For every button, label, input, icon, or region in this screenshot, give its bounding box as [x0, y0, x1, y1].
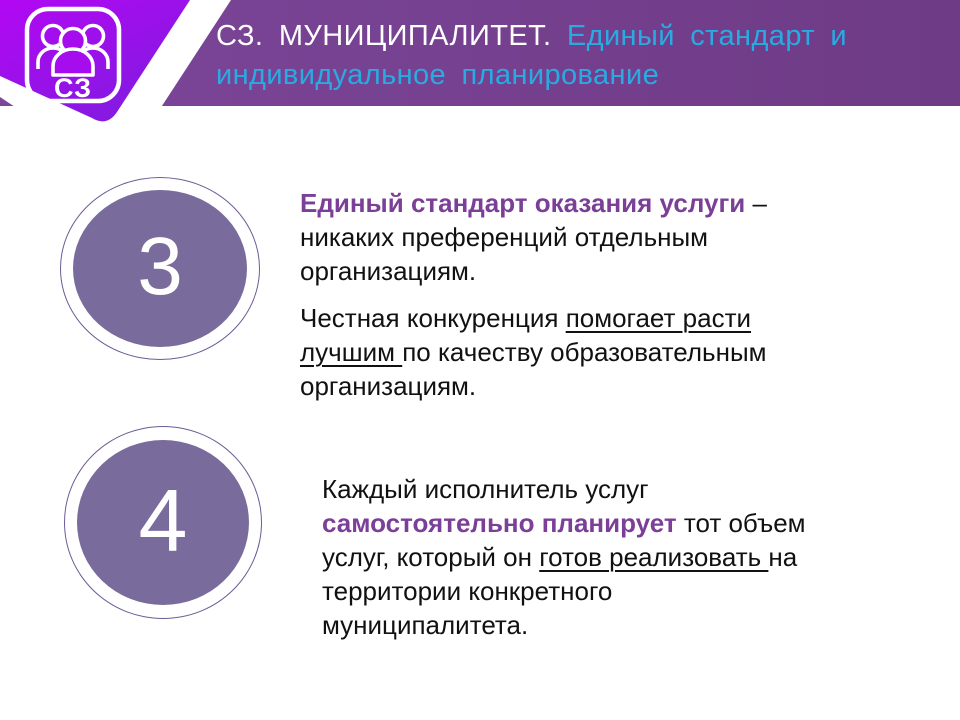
text-segment: территории конкретного [322, 576, 613, 606]
text-segment: по качеству образовательным [402, 337, 767, 367]
text-segment: муниципалитета. [322, 610, 529, 640]
item-3-paragraph-2 [300, 301, 812, 403]
text-segment: самостоятельно планирует [322, 508, 677, 538]
text-segment: организациям. [300, 256, 477, 286]
text-segment: помогает расти [565, 303, 752, 333]
text-segment: Единый стандарт и [566, 20, 847, 52]
text-segment: – [745, 188, 767, 218]
text-segment: организациям. [300, 371, 477, 401]
text-segment: Каждый исполнитель услуг [322, 474, 649, 504]
text-segment: тот объем [676, 508, 806, 538]
text-segment: на [768, 542, 798, 572]
number-circle-4-fill [77, 440, 249, 605]
text-segment: СЗ. МУНИЦИПАЛИТЕТ. [216, 20, 567, 52]
number-circle-3 [60, 177, 260, 360]
text-segment: никаких преференций отдельным [300, 222, 709, 252]
text-segment: Честная конкуренция [300, 303, 566, 333]
item-4-text [322, 472, 822, 655]
logo-badge-text: СЗ [53, 73, 93, 103]
number-circle-4 [64, 426, 262, 619]
text-segment: Единый стандарт оказания услуги [300, 188, 746, 218]
number-4-label: 4 [138, 470, 188, 570]
text-segment: готов реализовать [539, 542, 769, 572]
text-segment: индивидуальное планирование [216, 59, 660, 91]
text-segment: лучшим [300, 337, 403, 367]
slide-title [216, 17, 926, 95]
item-3-paragraph-1 [300, 186, 812, 288]
item-3-text [300, 186, 812, 416]
number-3-label: 3 [137, 220, 183, 312]
number-circle-3-fill [73, 190, 247, 347]
item-4-paragraph-1 [322, 472, 822, 642]
text-segment: услуг, который он [322, 542, 540, 572]
